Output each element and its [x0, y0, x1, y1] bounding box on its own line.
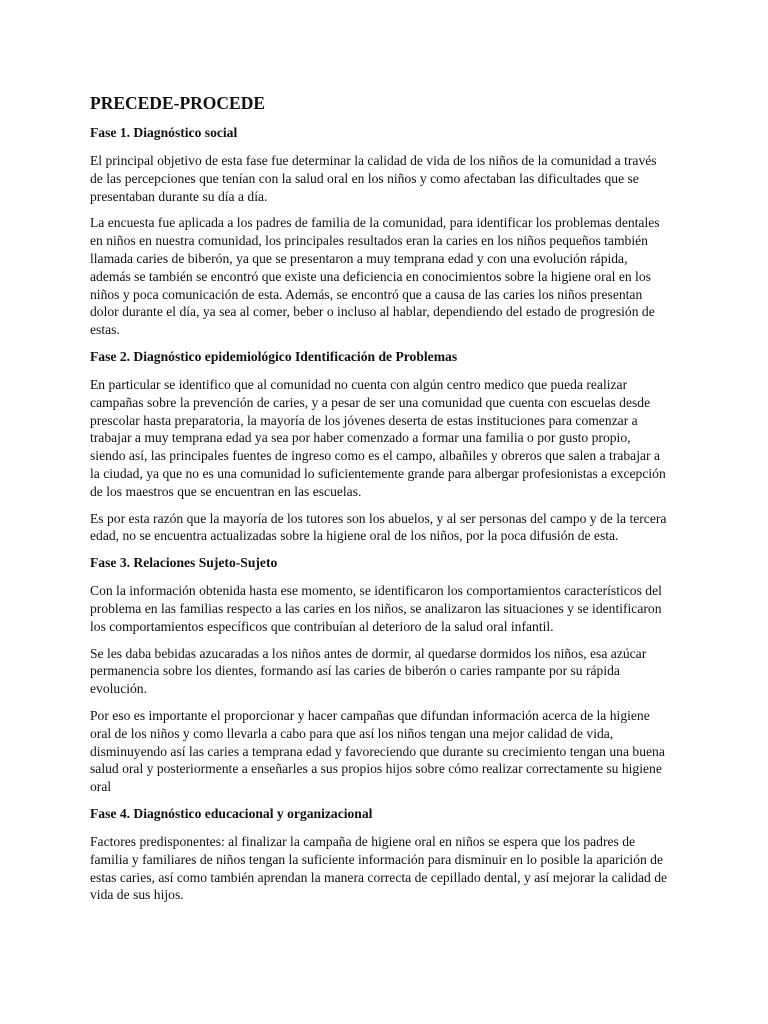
paragraph: [90, 510, 690, 546]
section-1: [90, 124, 690, 339]
text-line: siendo así, las principales fuentes de ingreso como es el campo, albañiles y obreros que salen a trabajar a: [90, 448, 660, 464]
section-4: [90, 805, 690, 904]
text-line: niños y poca comunicación de esta. Además, se encontró que a causa de las caries los niños presentan: [90, 286, 643, 302]
text-line: estas.: [90, 322, 120, 338]
text-line: disminuyendo así las caries a temprana edad y favoreciendo que durante su crecimiento tengan una buena: [90, 743, 665, 759]
text-line: oral: [90, 779, 112, 795]
text-line: dolor durante el día, ya sea al comer, beber o incluso al hablar, dependiendo del estado de progresión de: [90, 304, 655, 320]
text-line: campañas sobre la prevención de caries, y a pesar de ser una comunidad que cuenta con escuelas desde: [90, 394, 651, 410]
text-line: edad, no se encuentra actualizadas sobre la higiene oral de los niños, por la poca difusión de esta.: [90, 528, 619, 544]
text-line: Se les daba bebidas azucaradas a los niños antes de dormir, al quedarse dormidos los niños, esa azúcar: [90, 645, 647, 661]
section-heading: Fase 1. Diagnóstico social: [90, 125, 238, 140]
text-line: Es por esta razón que la mayoría de los tutores son los abuelos, y al ser personas del campo y de la tercera: [90, 510, 667, 526]
text-line: llamada caries de biberón, ya que se presentaron a muy temprana edad y con una evolución rápida,: [90, 250, 628, 266]
text-line: trabajar a muy temprana edad ya sea por haber comenzado a formar una familia o por gusto propio,: [90, 430, 631, 446]
text-line: evolución.: [90, 681, 148, 697]
document-page: [90, 92, 690, 913]
text-line: de los maestros que se encuentran en las escuelas.: [90, 483, 362, 499]
paragraph: [90, 582, 690, 635]
text-line: además se también se encontró que existe una deficiencia en conocimientos sobre la higiene oral en los: [90, 268, 651, 284]
paragraph: [90, 707, 690, 796]
text-line: Factores predisponentes: al finalizar la campaña de higiene oral en niños se espera que los padres de: [90, 833, 636, 849]
text-line: de las percepciones que tenían con la salud oral en los niños y como afectaban las dificultades que se: [90, 170, 639, 186]
text-line: La encuesta fue aplicada a los padres de familia de la comunidad, para identificar los problemas dentales: [90, 215, 660, 231]
text-line: salud oral y posteriormente a enseñarles a sus propios hijos sobre cómo realizar correctamente su higiene: [90, 761, 662, 777]
text-line: estas caries, así como también aprendan la manera correcta de cepillado dental, y así mejorar la calidad de: [90, 869, 668, 885]
paragraph: [90, 214, 690, 339]
text-line: en niños en nuestra comunidad, los principales resultados eran la caries en los niños pequeños también: [90, 233, 648, 249]
text-line: familia y familiares de niños tengan la suficiente información para disminuir en lo posible la aparición de: [90, 851, 664, 867]
document-title: PRECEDE-PROCEDE: [90, 93, 266, 113]
section-heading: Fase 3. Relaciones Sujeto-Sujeto: [90, 555, 278, 571]
text-line: oral de los niños y como llevarla a cabo para que así los niños tengan una mejor calidad de vida,: [90, 725, 614, 741]
section-2: [90, 348, 690, 545]
text-line: la ciudad, ya que no es una comunidad lo suficientemente grande para albergar profesionistas a excepción: [90, 465, 666, 481]
text-line: problema en las familias respecto a las caries en los niños, se analizaron las situaciones y se identificaron: [90, 600, 662, 616]
text-line: Por eso es importante el proporcionar y hacer campañas que difundan información acerca de la higiene: [90, 707, 650, 723]
section-3: [90, 554, 690, 796]
text-line: presentaban durante su día a día.: [90, 188, 268, 204]
paragraph: [90, 152, 690, 205]
paragraph: [90, 833, 690, 904]
paragraph: [90, 376, 690, 501]
document-body: [90, 124, 690, 904]
text-line: En particular se identifico que al comunidad no cuenta con algún centro medico que pueda realizar: [90, 376, 628, 392]
text-line: permanencia sobre los dientes, formando así las caries de biberón o caries rampante por su rápida: [90, 663, 620, 679]
text-line: vida de sus hijos.: [90, 887, 184, 903]
text-line: los comportamientos específicos que contribuían al deterioro de la salud oral infantil.: [90, 618, 554, 634]
text-line: El principal objetivo de esta fase fue determinar la calidad de vida de los niños de la comunidad a través: [90, 153, 657, 168]
text-line: prescolar hasta preparatoria, la mayoría de los jóvenes deserta de estas instituciones para comenzar a: [90, 412, 638, 428]
text-line: Con la información obtenida hasta ese momento, se identificaron los comportamientos característicos del: [90, 583, 662, 599]
section-heading: Fase 4. Diagnóstico educacional y organizacional: [90, 805, 373, 821]
section-heading: Fase 2. Diagnóstico epidemiológico Identificación de Problemas: [90, 348, 458, 364]
paragraph: [90, 645, 690, 698]
